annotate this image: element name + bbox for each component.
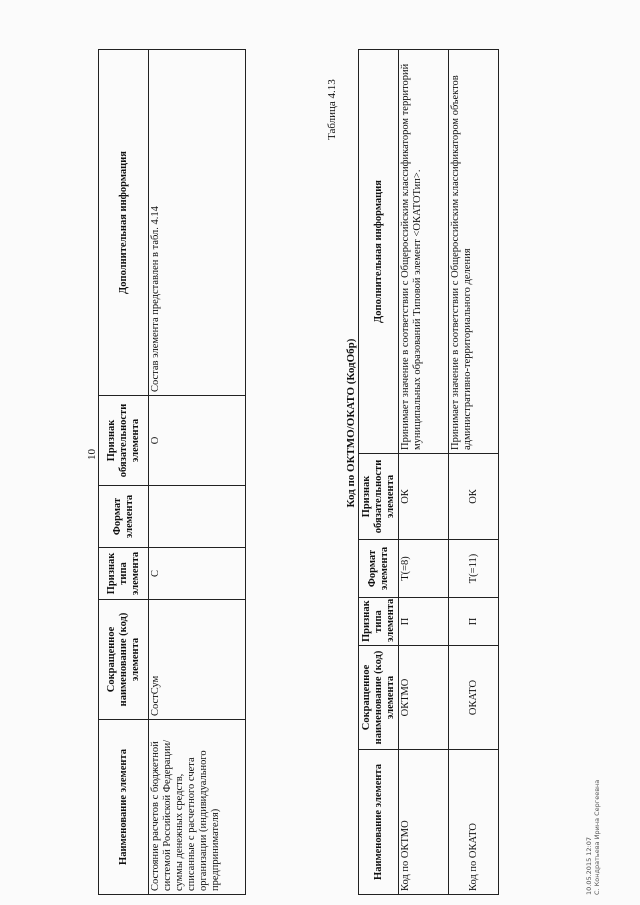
table-title: Код по ОКТМО/ОКАТО (КодОбр) (345, 338, 357, 508)
header-name: Наименование элемента (99, 720, 149, 895)
stamp-line-1: 10.05.2015 12:07 (585, 836, 593, 895)
header-code: Сокращенное наименование (код) элемента (99, 600, 149, 720)
table-row (149, 50, 246, 895)
stamp-line-2: С. Кондратьева Ирина Сергеевна (593, 779, 601, 895)
table-elements-2 (358, 49, 499, 895)
table-label: Таблица 4.13 (326, 79, 338, 140)
header-info: Дополнительная информация (359, 50, 399, 454)
header-required: Признак обязательности элемента (99, 396, 149, 486)
header-format: Формат элемента (359, 540, 399, 598)
cell-code: ОКТМО (399, 646, 449, 750)
scan-stamp (585, 735, 601, 895)
header-info: Дополнительная информация (99, 50, 149, 396)
header-name: Наименование элемента (359, 750, 399, 895)
cell-required: О (149, 396, 246, 486)
cell-format: T(=8) (399, 540, 449, 598)
cell-name: Состояние расчетов с бюджетной системой Российской Федерации/суммы денежных средств, списанные с расчетного счета организации (индивидуального предпринимателя) (149, 720, 246, 895)
cell-required: ОК (449, 454, 499, 540)
header-code: Сокращенное наименование (код) элемента (359, 646, 399, 750)
cell-info: Состав элемента представлен в табл. 4.14 (149, 50, 246, 396)
table-elements-1 (98, 49, 246, 895)
cell-format (149, 486, 246, 548)
header-format: Формат элемента (99, 486, 149, 548)
header-type: Признак типа элемента (99, 548, 149, 600)
page-number: 10 (86, 449, 98, 460)
cell-name: Код по ОКТМО (399, 750, 449, 895)
header-required: Признак обязательности элемента (359, 454, 399, 540)
cell-type: П (449, 598, 499, 646)
cell-required: ОК (399, 454, 449, 540)
cell-info: Принимает значение в соответствии с Общероссийским классификатором объектов административно-территориального деления (449, 50, 499, 454)
table-header-row (359, 50, 399, 895)
cell-type: С (149, 548, 246, 600)
cell-format: T(=11) (449, 540, 499, 598)
cell-type: П (399, 598, 449, 646)
cell-name: Код по ОКАТО (449, 750, 499, 895)
cell-code: СостСум (149, 600, 246, 720)
table-header-row (99, 50, 149, 895)
header-type: Признак типа элемента (359, 598, 399, 646)
table-row (399, 50, 449, 895)
cell-code: ОКАТО (449, 646, 499, 750)
cell-info: Принимает значение в соответствии с Общероссийским классификатором территорий муниципальных образований Типовой элемент <ОКАТОТип>. (399, 50, 449, 454)
table-row (449, 50, 499, 895)
